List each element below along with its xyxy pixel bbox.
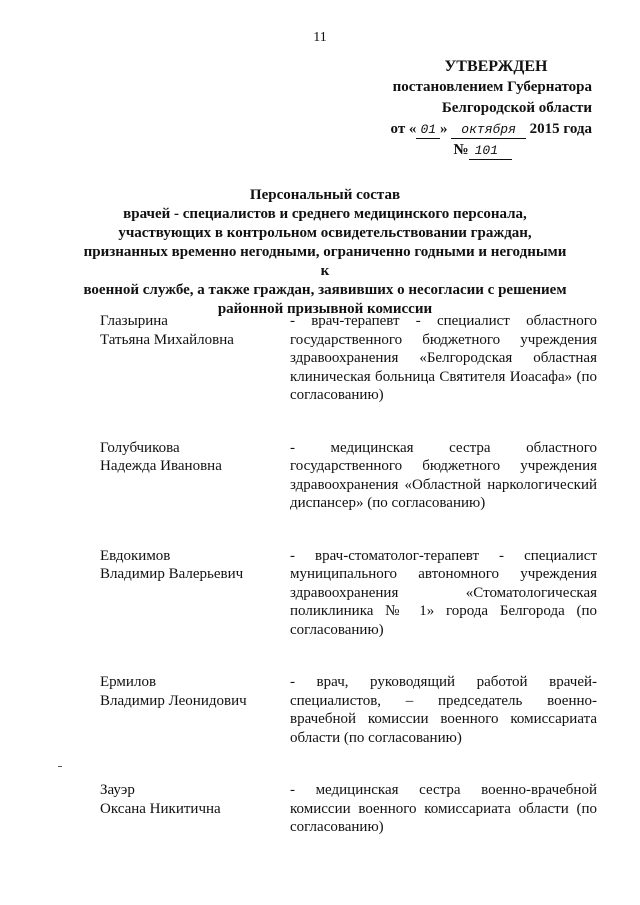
heading-line: военной службе, а также граждан, заявивших о несогласии с решением [83, 282, 567, 298]
member-role: - врач, руководящий работой врачей-специалистов, – председатель военно-врачебной комиссии военного комиссариата области (по согласованию) [290, 674, 597, 746]
heading-line: признанных временно негодными, ограниченно годными и негодными к [83, 244, 567, 279]
member-name [100, 439, 290, 513]
member-role: - медицинская сестра военно-врачебной комиссии военного комиссариата области (по согласованию) [290, 782, 597, 835]
member-role: - врач-стоматолог-терапевт - специалист муниципального автономного учреждения здравоохранения «Стоматологическая поликлиника № 1» города Белгорода (по согласованию) [290, 547, 597, 638]
member-surname: Ермилов [100, 674, 157, 690]
date-month: октября [451, 122, 526, 139]
date-year: 2015 года [529, 121, 592, 137]
member-entry [100, 439, 597, 513]
date-day: 01 [416, 122, 440, 139]
document-heading [82, 186, 568, 319]
member-name [100, 673, 290, 747]
member-given-names: Владимир Леонидович [100, 692, 247, 709]
member-given-names: Татьяна Михайловна [100, 331, 234, 348]
member-name [100, 781, 290, 837]
heading-line: Персональный состав [249, 187, 401, 203]
approval-title: УТВЕРЖДЕН [444, 58, 548, 75]
approval-date [360, 119, 592, 140]
member-entry [100, 312, 597, 405]
member-surname: Глазырина [100, 313, 168, 329]
margin-mark [58, 766, 62, 767]
approval-line-2: Белгородской области [441, 100, 592, 116]
heading-line: врачей - специалистов и среднего медицинского персонала, [123, 206, 527, 222]
number-value: 101 [469, 143, 512, 160]
member-list [100, 312, 597, 871]
approval-number [360, 140, 592, 161]
member-given-names: Надежда Ивановна [100, 458, 222, 474]
date-mid: » [440, 121, 448, 137]
member-name [100, 312, 290, 405]
member-surname: Зауэр [100, 782, 135, 798]
heading-line: участвующих в контрольном освидетельствовании граждан, [118, 225, 532, 241]
member-name [100, 547, 290, 640]
member-entry [100, 781, 597, 837]
member-entry [100, 547, 597, 640]
member-role: - медицинская сестра областного государственного бюджетного учреждения здравоохранения «Областной наркологический диспансер» (по согласованию) [290, 439, 597, 511]
member-entry [100, 673, 597, 747]
member-given-names: Владимир Валерьевич [100, 566, 244, 582]
approval-stamp [360, 56, 592, 161]
member-role: - врач-терапевт - специалист областного государственного бюджетного учреждения здравоохранения «Белгородская областная клиническая больница Святителя Иоасафа» (по согласованию) [290, 313, 597, 403]
member-surname: Евдокимов [100, 547, 171, 564]
member-given-names: Оксана Никитична [100, 800, 221, 817]
date-prefix: от « [390, 121, 417, 137]
approval-line-1: постановлением Губернатора [392, 79, 592, 95]
heading-line: районной призывной комиссии [217, 301, 433, 317]
number-prefix: № [453, 142, 469, 158]
member-surname: Голубчикова [100, 439, 180, 456]
page-number: 11 [313, 30, 327, 45]
